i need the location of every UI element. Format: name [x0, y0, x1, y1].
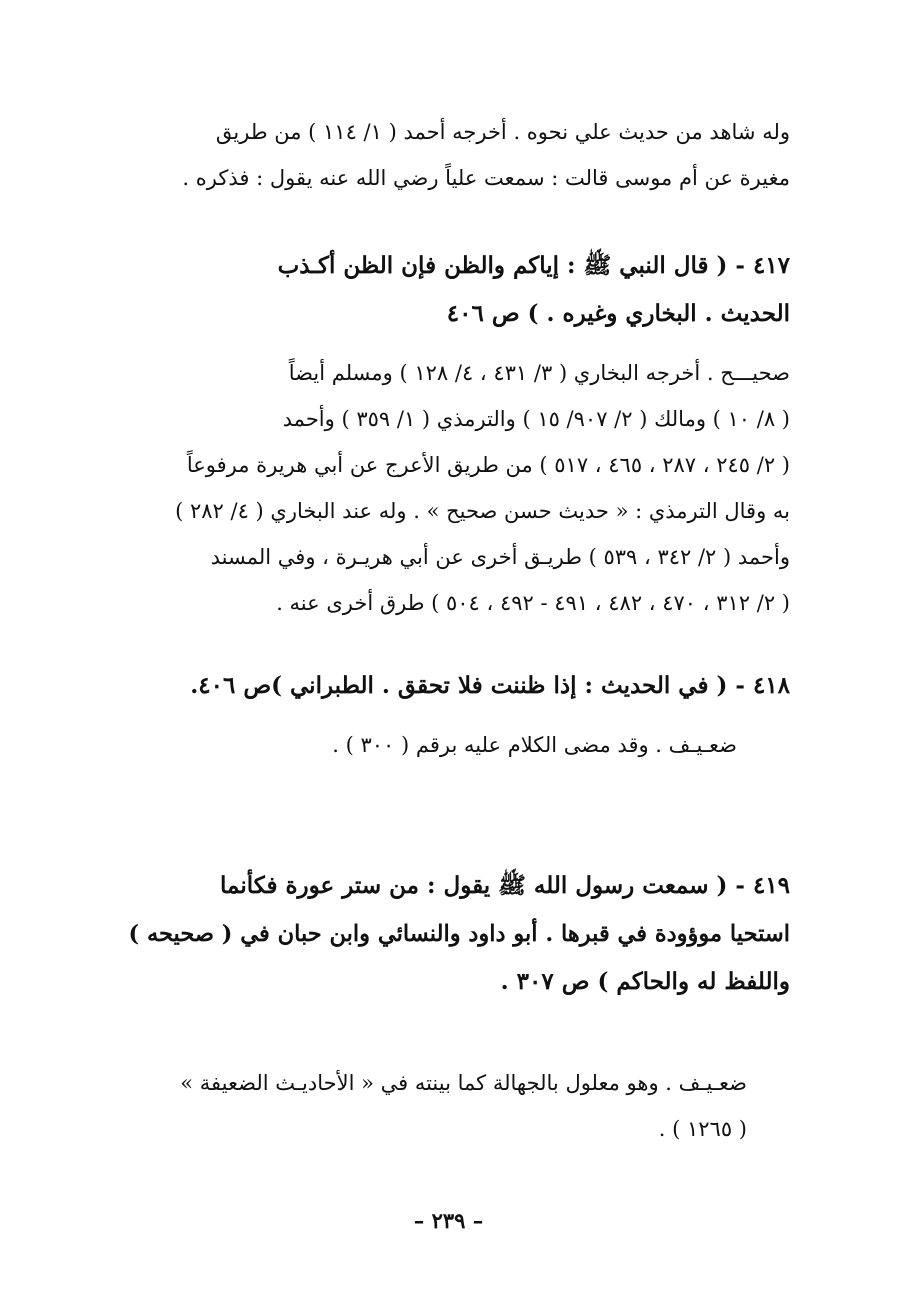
text-line: به وقال الترمذي : « حديث حسن صحيح » . وله عند البخاري ( ٤/ ٢٨٢ ) — [175, 499, 790, 523]
hadith-419-commentary — [118, 1060, 747, 1152]
hadith-418-heading — [118, 662, 790, 710]
hadith-line: واللفظ له والحاكم ) ص ٣٠٧ . — [500, 968, 790, 995]
hadith-line: ٤١٩ - ( سمعت رسول الله ﷺ يقول : من ستر عورة فكأنما — [220, 872, 790, 899]
page-number: – ٢٣٩ – — [413, 1208, 484, 1233]
witness-paragraph — [118, 109, 790, 201]
hadith-line: الحديث . البخاري وغيره . ) ص ٤٠٦ — [446, 300, 790, 327]
text-line: مغيرة عن أم موسى قالت : سمعت علياً رضي الله عنه يقول : فذكره . — [182, 166, 790, 190]
text-line: وله شاهد من حديث علي نحوه . أخرجه أحمد ( ١/ ١١٤ ) من طريق — [215, 120, 790, 144]
text-line: صحيـــح . أخرجه البخاري ( ٣/ ٤٣١ ، ٤/ ١٢٨ ) ومسلم أيضاً — [288, 361, 790, 385]
text-line: ( ٢/ ٣١٢ ، ٤٧٠ ، ٤٨٢ ، ٤٩١ - ٤٩٢ ، ٥٠٤ ) طرق أخرى عنه . — [276, 591, 790, 615]
text-line: ضعـيـف . وهو معلول بالجهالة كما بينته في « الأحاديـث الضعيفة » — [180, 1071, 747, 1095]
text-line: ضعـيـف . وقد مضى الكلام عليه برقم ( ٣٠٠ ) . — [332, 733, 737, 757]
hadith-418-commentary — [118, 722, 737, 768]
hadith-line: ٤١٨ - ( في الحديث : إذا ظننت فلا تحقق . الطبراني )ص ٤٠٦. — [190, 672, 790, 699]
text-line: وأحمد ( ٢/ ٣٤٢ ، ٥٣٩ ) طريـق أخرى عن أبي هريـرة ، وفي المسند — [210, 545, 790, 569]
text-line: ( ١٢٦٥ ) . — [658, 1117, 747, 1141]
text-line: ( ٨/ ١٠ ) ومالك ( ٢/ ٩٠٧/ ١٥ ) والترمذي ( ١/ ٣٥٩ ) وأحمد — [282, 407, 790, 431]
hadith-line: ٤١٧ - ( قال النبي ﷺ : إياكم والظن فإن الظن أكـذب — [277, 252, 790, 279]
hadith-419-heading — [118, 862, 790, 1006]
text-line: ( ٢/ ٢٤٥ ، ٢٨٧ ، ٤٦٥ ، ٥١٧ ) من طريق الأعرج عن أبي هريرة مرفوعاً — [186, 453, 790, 477]
hadith-line: استحيا موؤودة في قبرها . أبو داود والنسائي وابن حبان في ( صحيحه ) — [128, 921, 790, 947]
hadith-417-commentary — [118, 350, 790, 626]
hadith-417-heading — [118, 242, 790, 338]
